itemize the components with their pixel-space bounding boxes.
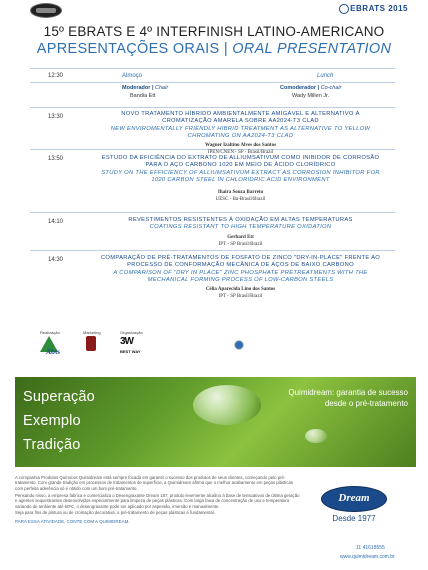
talk-title-pt: ESTUDO DA EFICIÊNCIA DO EXTRATO DE ALLIUMSATIVUM COMO INIBIDOR DE CORROSÃO PARA O AÇO CARBONO 1020 EM MEIO DE ÁCIDO CLORÍDRICO xyxy=(101,155,380,169)
marketing-logo-mark xyxy=(86,336,96,351)
ad-words xyxy=(23,385,95,457)
talk-item xyxy=(30,150,395,212)
talk-time: 14:30 xyxy=(48,257,64,263)
dream-logo xyxy=(321,486,387,512)
subtitle-en: ORAL PRESENTATION xyxy=(232,41,392,57)
lunch-label-pt: Almoço xyxy=(122,73,143,79)
talk-title-en: A COMPARISON OF "DRY IN PLACE" ZINC PHOSPHATE PRETREATMENTS WITH THE MECHANICAL FORMING PROCESS OF LOW-CARBON STEELS xyxy=(113,269,368,283)
ad-word: Superação xyxy=(23,389,95,405)
ad-cta: PARA ESSA ATIVIDADE, CONTE COM A QUIMIDREAM. xyxy=(15,518,130,524)
ad-claim xyxy=(288,387,408,409)
lunch-time: 12:30 xyxy=(48,73,64,79)
talk-time: 13:50 xyxy=(48,156,64,162)
ad-paragraph: Seja para fins de pintura ou de cromação decorativa, o pré-tratamento de peças plásticas é fundamental. xyxy=(15,510,215,516)
talk-institution: IPT - SP Brasil/Brazil xyxy=(218,294,263,300)
page-subtitle xyxy=(0,41,428,57)
sponsors xyxy=(30,330,395,365)
ad-banner xyxy=(15,377,416,467)
since-text: Desde 1977 xyxy=(332,514,376,523)
co-moderator-label-pt: Comoderador xyxy=(280,85,317,91)
talk-author: Ihaira Souza Barreto xyxy=(217,190,264,196)
talk-institution: IPEN/CNEN - SP - Brasil/Brazil xyxy=(207,150,274,156)
ad-paragraph: Pensando nisso, a empresa fabrica e comercializa o Desengraxante Dream 187, produto levemente alcalino à base de tensoativos de última geração e agentes sequestrantes desenvolvidos especialmente para limpeza de peças plásticas. Com larga faixa de concentração de uso e temperatura variando de ambiente até 60ºC, o desengraxante pode ser aplicado por aspersão, imersão e manualmente. xyxy=(15,492,300,509)
moderator-label-en: Chair xyxy=(155,85,169,91)
moderator-label-pt: Moderador xyxy=(122,85,151,91)
co-moderator-label: Comoderador | Co-chair xyxy=(280,85,342,91)
talk-author: Wagner Izaltino Alves dos Santos xyxy=(204,143,277,149)
best-way-logo xyxy=(120,336,144,360)
talk-item xyxy=(30,251,395,311)
lunch-row xyxy=(30,69,395,82)
moderators-row xyxy=(30,83,395,107)
talk-time: 14:10 xyxy=(48,219,64,225)
abts-logo-text: Abts xyxy=(46,348,61,356)
ad-claim-line: desde o pré-tratamento xyxy=(324,399,408,408)
ad-word: Tradição xyxy=(23,437,81,453)
talk-title-en: NEW ENVIROMENTALLY FRIENDLY HIBRID TREATMENT AS ALTERNATIVE TO YELLOW CHROMATING ON AA2024-T3 CLAD xyxy=(110,125,371,139)
sponsor-label-realizacao: Realização xyxy=(40,330,60,335)
phone-number: 11 41618555 xyxy=(356,545,385,551)
moderator-name: Bandia Ett xyxy=(130,93,156,99)
marketing-logo xyxy=(83,336,101,360)
water-drop-image xyxy=(193,385,261,425)
lunch-label-en: Lunch xyxy=(317,73,334,79)
best-way-logo-mark: 3W xyxy=(120,336,133,347)
website-link[interactable]: www.quimidream.com.br xyxy=(340,554,395,560)
talk-institution: UESC - Ba-Brasil/Brazil xyxy=(215,197,266,203)
ad-claim-line: Quimidream: garantia de sucesso xyxy=(288,388,408,397)
dream-logo-text: Dream xyxy=(338,492,370,504)
talk-title-pt: REVESTIMENTOS RESISTENTES À OXIDAÇÃO EM ALTAS TEMPERATURAS xyxy=(128,217,353,223)
subtitle-pt: APRESENTAÇÕES ORAIS xyxy=(36,41,220,57)
co-moderator-label-en: Co-chair xyxy=(320,85,342,91)
ebrats-logo-mark xyxy=(339,4,349,14)
ebrats-logo xyxy=(339,4,408,14)
best-way-logo-text: BEST WAY xyxy=(120,349,141,354)
page-title: 15º EBRATS E 4º INTERFINISH LATINO-AMERICANO xyxy=(43,24,385,39)
seal-icon xyxy=(234,340,244,350)
talk-time: 13:30 xyxy=(48,114,64,120)
ad-copy xyxy=(15,475,300,526)
talk-author: Célia Aparecida Lino dos Santos xyxy=(205,287,276,293)
sponsor-label-organizacao: Organização xyxy=(120,330,143,335)
moderator-label: Moderador | Chair xyxy=(122,85,169,91)
event-logo xyxy=(30,3,62,18)
program xyxy=(30,68,395,311)
ad-paragraph: A companhia Produtos Químicos Quimidream está sempre focada em garantir o sucesso dos produtos de seus clientes, começando pelo pré-tratamento. Com grande tradição em processos de tratamentos de superfície, a Quimidream afirma que o melhor acabamento em peças plásticas com perfeita aderência só é obtido com um bom pré-tratamento. xyxy=(15,475,294,491)
water-drop-image xyxy=(305,429,327,443)
talk-institution: IPT - SP Brasil/Brazil xyxy=(218,241,263,247)
talk-author: Gerhard Ett xyxy=(227,234,254,240)
talk-item xyxy=(30,108,395,156)
abts-logo xyxy=(40,336,68,360)
talk-item xyxy=(30,213,395,250)
talk-title-pt: NOVO TRATAMENTO HÍBRIDO AMBIENTALMENTE AMIGÁVEL E ALTERNATIVO À CROMATIZAÇÃO AMARELA SOBRE AA2024-T3 CLAD xyxy=(121,111,360,125)
subtitle-separator: | xyxy=(219,41,233,57)
co-moderator-name: Wady Millen Jr. xyxy=(292,93,330,99)
talk-title-pt: COMPARAÇÃO DE PRÉ-TRATAMENTOS DE FOSFATO DE ZINCO "DRY-IN-PLACE" FRENTE AO PROCESSO DE CONFORMAÇÃO MECÂNICA DE AÇOS DE BAIXO CARBONO xyxy=(100,255,381,269)
ad-word: Exemplo xyxy=(23,413,81,429)
talk-title-en: COATINGS RESISTANT TO HIGH TEMPERATURE OXIDATION xyxy=(149,224,332,231)
talk-title-en: STUDY ON THE EFFICIENCY OF ALLIUMSATIVUM EXTRACT AS CORROSION INHIBITOR FOR 1020 CARBON STEEL IN CHLORIDRIC ACID ENVIRONMENT xyxy=(101,169,380,183)
sponsor-label-marketing: Marketing xyxy=(83,330,101,335)
ebrats-logo-text: EBRATS 2015 xyxy=(350,4,408,14)
